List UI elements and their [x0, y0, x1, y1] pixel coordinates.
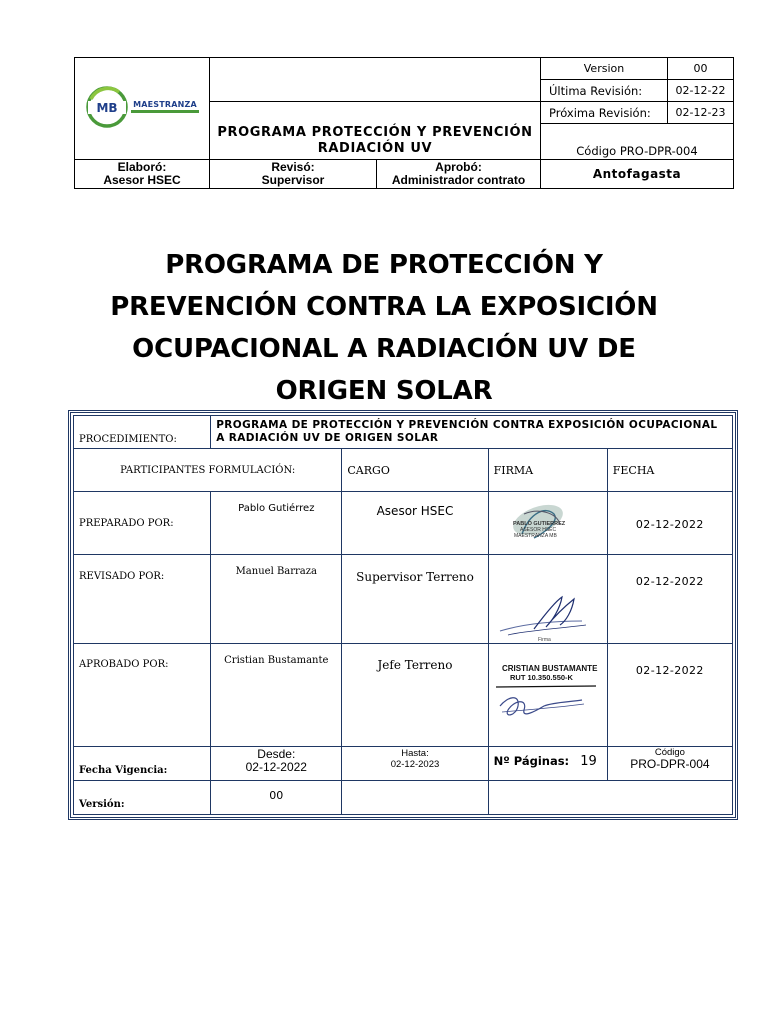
header-title: PROGRAMA PROTECCIÓN Y PREVENCIÓN RADIACIÓN UV — [210, 102, 541, 160]
date-header: FECHA — [607, 449, 732, 492]
procedure-value: PROGRAMA DE PROTECCIÓN Y PREVENCIÓN CONTRA EXPOSICIÓN OCUPACIONAL A RADIACIÓN UV DE ORIGEN SOLAR — [211, 416, 733, 449]
procedure-label: PROCEDIMIENTO: — [74, 416, 211, 449]
svg-text:PABLO GUTIERREZ: PABLO GUTIERREZ — [512, 521, 565, 527]
code-cell — [607, 746, 732, 780]
code-label: Código — [654, 746, 685, 758]
table-row — [74, 492, 733, 554]
code-value: PRO-DPR-004 — [630, 756, 710, 771]
pages-value: 19 — [580, 753, 597, 769]
svg-text:Firma: Firma — [537, 637, 551, 644]
reviewed-row-name: Manuel Barraza — [211, 554, 342, 643]
svg-text:MB: MB — [96, 100, 118, 115]
prepared-row-date: 02-12-2022 — [607, 492, 732, 554]
approved-row-name: Cristian Bustamante — [211, 644, 342, 747]
document-header — [74, 57, 734, 189]
version-row-empty-wide — [488, 780, 732, 814]
reviewed-value: Supervisor — [261, 173, 325, 187]
next-revision-value: 02-12-23 — [668, 102, 734, 124]
header-code: Código PRO-DPR-004 — [541, 124, 734, 160]
document-title: PROGRAMA DE PROTECCIÓN Y PREVENCIÓN CONTRA LA EXPOSICIÓN OCUPACIONAL A RADIACIÓN UV DE ORIGEN SOLAR — [110, 250, 658, 406]
approval-table-frame — [68, 410, 738, 820]
approved-row-label: APROBADO POR: — [74, 644, 211, 747]
from-value: 02-12-2022 — [245, 759, 307, 774]
signature-stamp-approver — [488, 644, 607, 747]
validity-from — [211, 746, 342, 780]
last-revision-value: 02-12-22 — [668, 80, 734, 102]
approved-row-date: 02-12-2022 — [607, 644, 732, 747]
approved-value: Administrador contrato — [391, 173, 526, 187]
pages-cell — [488, 746, 607, 780]
approved-row-position: Jefe Terreno — [342, 644, 488, 747]
validity-row — [74, 746, 733, 780]
version-row — [74, 780, 733, 814]
validity-label: Fecha Vigencia: — [74, 746, 211, 780]
reviewed-by-cell — [210, 160, 377, 189]
prepared-row-label: PREPARADO POR: — [74, 492, 211, 554]
header-blank — [210, 58, 541, 102]
mb-logo-icon — [85, 85, 129, 129]
logo-underline — [131, 110, 199, 113]
reviewed-label: Revisó: — [271, 160, 315, 174]
last-revision-label: Última Revisión: — [541, 80, 668, 102]
version-row-value: 00 — [211, 780, 342, 814]
prepared-value: Asesor HSEC — [103, 173, 181, 187]
signature-reviewer — [488, 554, 607, 643]
approved-label: Aprobó: — [435, 160, 482, 174]
version-value: 00 — [668, 58, 734, 80]
to-label: Hasta: — [401, 747, 429, 759]
svg-text:CRISTIAN BUSTAMANTE: CRISTIAN BUSTAMANTE — [501, 664, 597, 674]
table-row — [74, 554, 733, 643]
from-label: Desde: — [257, 746, 296, 761]
signature-stamp-preparer — [488, 492, 607, 554]
reviewed-row-date: 02-12-2022 — [607, 554, 732, 643]
prepared-label: Elaboró: — [117, 160, 167, 174]
approved-by-cell — [377, 160, 541, 189]
version-row-label: Versión: — [74, 780, 211, 814]
position-header: CARGO — [342, 449, 488, 492]
svg-text:MAESTRANZA MB: MAESTRANZA MB — [513, 533, 557, 539]
pages-label: Nº Páginas: — [493, 753, 570, 768]
validity-to — [342, 746, 488, 780]
participants-header: PARTICIPANTES FORMULACIÓN: — [74, 449, 342, 492]
city: Antofagasta — [541, 160, 734, 189]
next-revision-label: Próxima Revisión: — [541, 102, 668, 124]
reviewed-row-position: Supervisor Terreno — [342, 554, 488, 643]
version-row-empty — [342, 780, 488, 814]
approval-table — [73, 415, 733, 815]
company-logo — [75, 58, 210, 160]
version-label: Version — [541, 58, 668, 80]
table-row — [74, 644, 733, 747]
svg-text:ASESOR HSEC: ASESOR HSEC — [519, 527, 556, 533]
prepared-row-name: Pablo Gutiérrez — [211, 492, 342, 554]
to-value: 02-12-2023 — [390, 758, 440, 770]
reviewed-row-label: REVISADO POR: — [74, 554, 211, 643]
svg-text:RUT 10.350.550-K: RUT 10.350.550-K — [509, 673, 573, 683]
logo-brand-text: MAESTRANZA — [133, 100, 197, 109]
signature-header: FIRMA — [488, 449, 607, 492]
prepared-row-position: Asesor HSEC — [342, 492, 488, 554]
prepared-by-cell — [75, 160, 210, 189]
